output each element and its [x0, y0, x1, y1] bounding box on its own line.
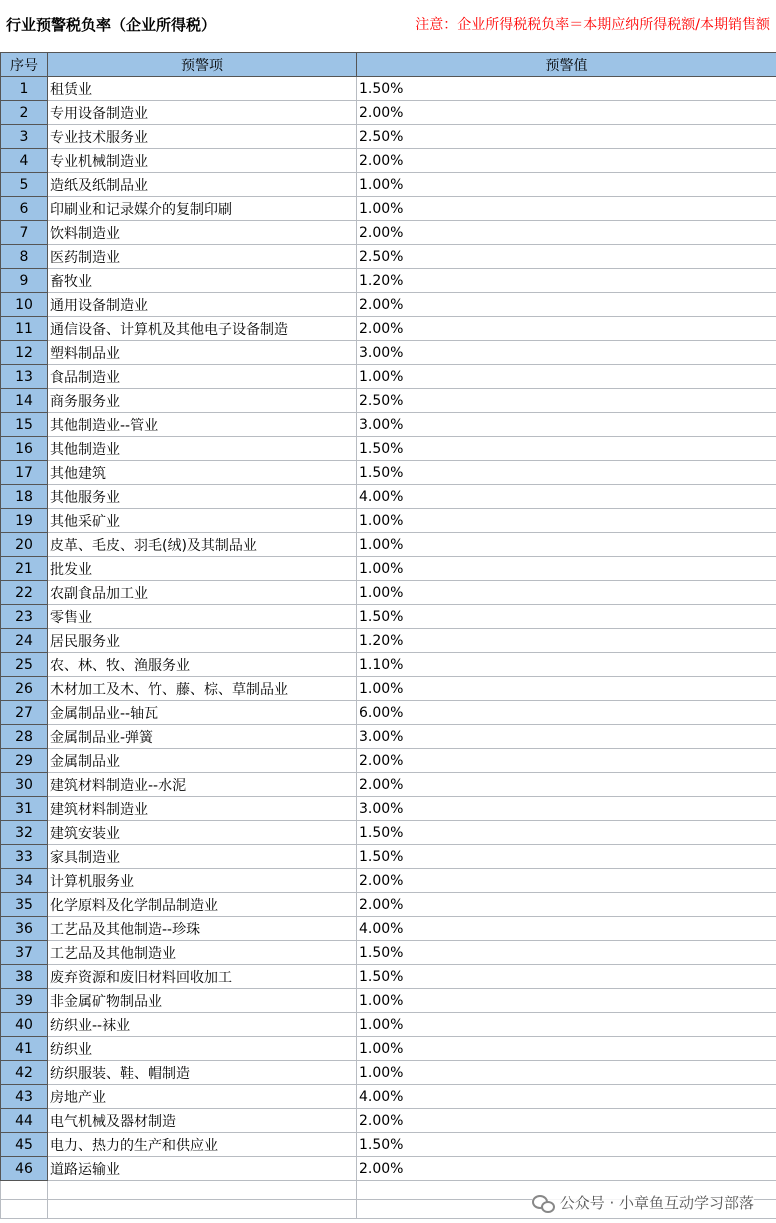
row-item-cell[interactable]: 商务服务业 [48, 389, 357, 413]
row-value-cell[interactable]: 1.00% [357, 677, 776, 701]
table-row [1, 1061, 776, 1085]
row-index-cell[interactable]: 39 [1, 989, 48, 1013]
row-index-cell[interactable]: 20 [1, 533, 48, 557]
row-value-cell[interactable]: 3.00% [357, 413, 776, 437]
table-row [1, 197, 776, 221]
watermark-text: 公众号 · 小章鱼互动学习部落 [559, 1194, 754, 1212]
row-value-cell[interactable]: 1.50% [357, 461, 776, 485]
row-value-cell[interactable]: 1.00% [357, 173, 776, 197]
table-row [1, 1133, 776, 1157]
row-index-cell[interactable]: 33 [1, 845, 48, 869]
table-row [1, 1013, 776, 1037]
title-row [0, 0, 776, 52]
row-value-cell[interactable]: 1.00% [357, 533, 776, 557]
row-index-cell[interactable]: 35 [1, 893, 48, 917]
row-index-cell[interactable]: 9 [1, 269, 48, 293]
row-item-cell[interactable]: 金属制品业--轴瓦 [48, 701, 357, 725]
table-row [1, 125, 776, 149]
table-row [1, 1109, 776, 1133]
row-index-cell[interactable]: 23 [1, 605, 48, 629]
table-row [1, 701, 776, 725]
table-row [1, 677, 776, 701]
table-row [1, 485, 776, 509]
row-index-cell[interactable]: 25 [1, 653, 48, 677]
row-value-cell[interactable]: 2.50% [357, 389, 776, 413]
header-row [1, 53, 776, 77]
table-row [1, 509, 776, 533]
row-item-cell[interactable]: 印刷业和记录媒介的复制印刷 [48, 197, 357, 221]
row-index-cell[interactable]: 3 [1, 125, 48, 149]
row-item-cell[interactable]: 专用设备制造业 [48, 101, 357, 125]
row-index-cell[interactable]: 4 [1, 149, 48, 173]
row-item-cell[interactable]: 道路运输业 [48, 1157, 357, 1181]
table-row [1, 149, 776, 173]
empty-cell[interactable] [1, 1200, 48, 1219]
row-value-cell[interactable]: 2.00% [357, 749, 776, 773]
row-item-cell[interactable]: 建筑材料制造业--水泥 [48, 773, 357, 797]
table-row [1, 557, 776, 581]
row-item-cell[interactable]: 农副食品加工业 [48, 581, 357, 605]
row-item-cell[interactable]: 非金属矿物制品业 [48, 989, 357, 1013]
row-item-cell[interactable]: 工艺品及其他制造--珍珠 [48, 917, 357, 941]
header-item[interactable]: 预警项 [48, 53, 357, 77]
row-index-cell[interactable]: 44 [1, 1109, 48, 1133]
row-item-cell[interactable]: 居民服务业 [48, 629, 357, 653]
row-index-cell[interactable]: 10 [1, 293, 48, 317]
table-row [1, 317, 776, 341]
row-value-cell[interactable]: 1.50% [357, 1133, 776, 1157]
table-row [1, 773, 776, 797]
table-row [1, 1157, 776, 1181]
table-row [1, 629, 776, 653]
row-index-cell[interactable]: 41 [1, 1037, 48, 1061]
row-value-cell[interactable]: 2.00% [357, 101, 776, 125]
row-item-cell[interactable]: 批发业 [48, 557, 357, 581]
row-item-cell[interactable]: 其他服务业 [48, 485, 357, 509]
row-index-cell[interactable]: 5 [1, 173, 48, 197]
row-index-cell[interactable]: 17 [1, 461, 48, 485]
table-row [1, 221, 776, 245]
empty-cell[interactable] [48, 1200, 357, 1219]
row-item-cell[interactable]: 造纸及纸制品业 [48, 173, 357, 197]
row-index-cell[interactable]: 11 [1, 317, 48, 341]
row-value-cell[interactable]: 2.00% [357, 893, 776, 917]
row-item-cell[interactable]: 专业机械制造业 [48, 149, 357, 173]
formula-note: 注意：企业所得税税负率＝本期应纳所得税额/本期销售额 [415, 17, 770, 33]
row-value-cell[interactable]: 1.50% [357, 437, 776, 461]
wechat-icon [532, 1194, 554, 1212]
row-value-cell[interactable]: 2.00% [357, 1157, 776, 1181]
row-index-cell[interactable]: 30 [1, 773, 48, 797]
table-row [1, 533, 776, 557]
table-row [1, 1037, 776, 1061]
row-item-cell[interactable]: 饮料制造业 [48, 221, 357, 245]
row-item-cell[interactable]: 皮革、毛皮、羽毛(绒)及其制品业 [48, 533, 357, 557]
row-value-cell[interactable]: 1.20% [357, 269, 776, 293]
row-item-cell[interactable]: 其他制造业 [48, 437, 357, 461]
row-index-cell[interactable]: 28 [1, 725, 48, 749]
row-value-cell[interactable]: 6.00% [357, 701, 776, 725]
row-value-cell[interactable]: 1.10% [357, 653, 776, 677]
row-item-cell[interactable]: 金属制品业 [48, 749, 357, 773]
row-value-cell[interactable]: 1.20% [357, 629, 776, 653]
row-value-cell[interactable]: 1.00% [357, 365, 776, 389]
row-index-cell[interactable]: 29 [1, 749, 48, 773]
row-index-cell[interactable]: 24 [1, 629, 48, 653]
row-value-cell[interactable]: 1.50% [357, 845, 776, 869]
table-row [1, 989, 776, 1013]
table-row [1, 77, 776, 101]
row-index-cell[interactable]: 26 [1, 677, 48, 701]
row-index-cell[interactable]: 1 [1, 77, 48, 101]
header-index[interactable]: 序号 [1, 53, 48, 77]
table-row [1, 725, 776, 749]
row-item-cell[interactable]: 化学原料及化学制品制造业 [48, 893, 357, 917]
header-value[interactable]: 预警值 [357, 53, 776, 77]
table-row [1, 893, 776, 917]
row-index-cell[interactable]: 37 [1, 941, 48, 965]
row-index-cell[interactable]: 6 [1, 197, 48, 221]
row-value-cell[interactable]: 3.00% [357, 341, 776, 365]
table-row [1, 341, 776, 365]
row-item-cell[interactable]: 塑料制品业 [48, 341, 357, 365]
row-index-cell[interactable]: 43 [1, 1085, 48, 1109]
row-value-cell[interactable]: 1.00% [357, 1061, 776, 1085]
row-value-cell[interactable]: 1.50% [357, 965, 776, 989]
row-item-cell[interactable]: 其他制造业--管业 [48, 413, 357, 437]
row-index-cell[interactable]: 16 [1, 437, 48, 461]
row-value-cell[interactable]: 1.00% [357, 989, 776, 1013]
table-row [1, 917, 776, 941]
row-value-cell[interactable]: 2.00% [357, 1109, 776, 1133]
row-index-cell[interactable]: 21 [1, 557, 48, 581]
table-row [1, 869, 776, 893]
row-value-cell[interactable]: 1.00% [357, 197, 776, 221]
row-index-cell[interactable]: 31 [1, 797, 48, 821]
row-item-cell[interactable]: 家具制造业 [48, 845, 357, 869]
row-value-cell[interactable]: 2.00% [357, 317, 776, 341]
row-index-cell[interactable]: 15 [1, 413, 48, 437]
row-item-cell[interactable]: 其他采矿业 [48, 509, 357, 533]
row-item-cell[interactable]: 金属制品业-弹簧 [48, 725, 357, 749]
row-item-cell[interactable]: 房地产业 [48, 1085, 357, 1109]
row-value-cell[interactable]: 1.50% [357, 77, 776, 101]
row-item-cell[interactable]: 木材加工及木、竹、藤、棕、草制品业 [48, 677, 357, 701]
table-row [1, 173, 776, 197]
row-item-cell[interactable]: 通信设备、计算机及其他电子设备制造 [48, 317, 357, 341]
row-value-cell[interactable]: 1.00% [357, 1013, 776, 1037]
row-item-cell[interactable]: 畜牧业 [48, 269, 357, 293]
table-row [1, 269, 776, 293]
row-index-cell[interactable]: 36 [1, 917, 48, 941]
row-item-cell[interactable]: 食品制造业 [48, 365, 357, 389]
warning-rate-table [0, 52, 776, 1219]
table-row [1, 437, 776, 461]
row-item-cell[interactable]: 电气机械及器材制造 [48, 1109, 357, 1133]
row-item-cell[interactable]: 工艺品及其他制造业 [48, 941, 357, 965]
row-value-cell[interactable]: 1.00% [357, 581, 776, 605]
sheet-title: 行业预警税负率（企业所得税） [6, 16, 217, 34]
row-index-cell[interactable]: 38 [1, 965, 48, 989]
empty-cell[interactable] [1, 1181, 48, 1200]
row-index-cell[interactable]: 12 [1, 341, 48, 365]
row-value-cell[interactable]: 1.50% [357, 821, 776, 845]
table-row [1, 1085, 776, 1109]
row-item-cell[interactable]: 农、林、牧、渔服务业 [48, 653, 357, 677]
table-row [1, 965, 776, 989]
table-row [1, 245, 776, 269]
table-row [1, 821, 776, 845]
table-row [1, 389, 776, 413]
watermark [532, 1192, 754, 1213]
table-row [1, 653, 776, 677]
table-row [1, 605, 776, 629]
row-value-cell[interactable]: 2.00% [357, 773, 776, 797]
row-index-cell[interactable]: 19 [1, 509, 48, 533]
row-index-cell[interactable]: 13 [1, 365, 48, 389]
row-index-cell[interactable]: 18 [1, 485, 48, 509]
row-value-cell[interactable]: 2.00% [357, 869, 776, 893]
row-index-cell[interactable]: 40 [1, 1013, 48, 1037]
table-row [1, 749, 776, 773]
row-index-cell[interactable]: 14 [1, 389, 48, 413]
table-row [1, 797, 776, 821]
table-row [1, 941, 776, 965]
row-index-cell[interactable]: 7 [1, 221, 48, 245]
row-item-cell[interactable]: 电力、热力的生产和供应业 [48, 1133, 357, 1157]
row-item-cell[interactable]: 建筑安装业 [48, 821, 357, 845]
row-item-cell[interactable]: 租赁业 [48, 77, 357, 101]
row-item-cell[interactable]: 专业技术服务业 [48, 125, 357, 149]
row-value-cell[interactable]: 3.00% [357, 725, 776, 749]
table-row [1, 413, 776, 437]
table-row [1, 581, 776, 605]
row-value-cell[interactable]: 2.00% [357, 149, 776, 173]
table-row [1, 293, 776, 317]
row-value-cell[interactable]: 1.00% [357, 557, 776, 581]
row-value-cell[interactable]: 4.00% [357, 485, 776, 509]
row-value-cell[interactable]: 4.00% [357, 1085, 776, 1109]
row-index-cell[interactable]: 34 [1, 869, 48, 893]
row-index-cell[interactable]: 32 [1, 821, 48, 845]
row-item-cell[interactable]: 废弃资源和废旧材料回收加工 [48, 965, 357, 989]
row-value-cell[interactable]: 1.00% [357, 1037, 776, 1061]
table-body [1, 77, 776, 1219]
row-item-cell[interactable]: 纺织业 [48, 1037, 357, 1061]
row-index-cell[interactable]: 42 [1, 1061, 48, 1085]
row-item-cell[interactable]: 其他建筑 [48, 461, 357, 485]
row-index-cell[interactable]: 22 [1, 581, 48, 605]
row-item-cell[interactable]: 纺织服装、鞋、帽制造 [48, 1061, 357, 1085]
row-value-cell[interactable]: 2.00% [357, 221, 776, 245]
empty-cell[interactable] [48, 1181, 357, 1200]
row-item-cell[interactable]: 零售业 [48, 605, 357, 629]
row-index-cell[interactable]: 46 [1, 1157, 48, 1181]
row-value-cell[interactable]: 1.50% [357, 941, 776, 965]
row-value-cell[interactable]: 2.00% [357, 293, 776, 317]
row-item-cell[interactable]: 通用设备制造业 [48, 293, 357, 317]
table-row [1, 101, 776, 125]
row-value-cell[interactable]: 1.50% [357, 605, 776, 629]
row-index-cell[interactable]: 27 [1, 701, 48, 725]
row-value-cell[interactable]: 3.00% [357, 797, 776, 821]
row-index-cell[interactable]: 45 [1, 1133, 48, 1157]
row-item-cell[interactable]: 医药制造业 [48, 245, 357, 269]
row-value-cell[interactable]: 2.50% [357, 125, 776, 149]
row-index-cell[interactable]: 8 [1, 245, 48, 269]
table-row [1, 845, 776, 869]
row-index-cell[interactable]: 2 [1, 101, 48, 125]
row-item-cell[interactable]: 纺织业--袜业 [48, 1013, 357, 1037]
table-row [1, 365, 776, 389]
row-item-cell[interactable]: 建筑材料制造业 [48, 797, 357, 821]
row-value-cell[interactable]: 2.50% [357, 245, 776, 269]
row-item-cell[interactable]: 计算机服务业 [48, 869, 357, 893]
row-value-cell[interactable]: 1.00% [357, 509, 776, 533]
table-row [1, 461, 776, 485]
row-value-cell[interactable]: 4.00% [357, 917, 776, 941]
